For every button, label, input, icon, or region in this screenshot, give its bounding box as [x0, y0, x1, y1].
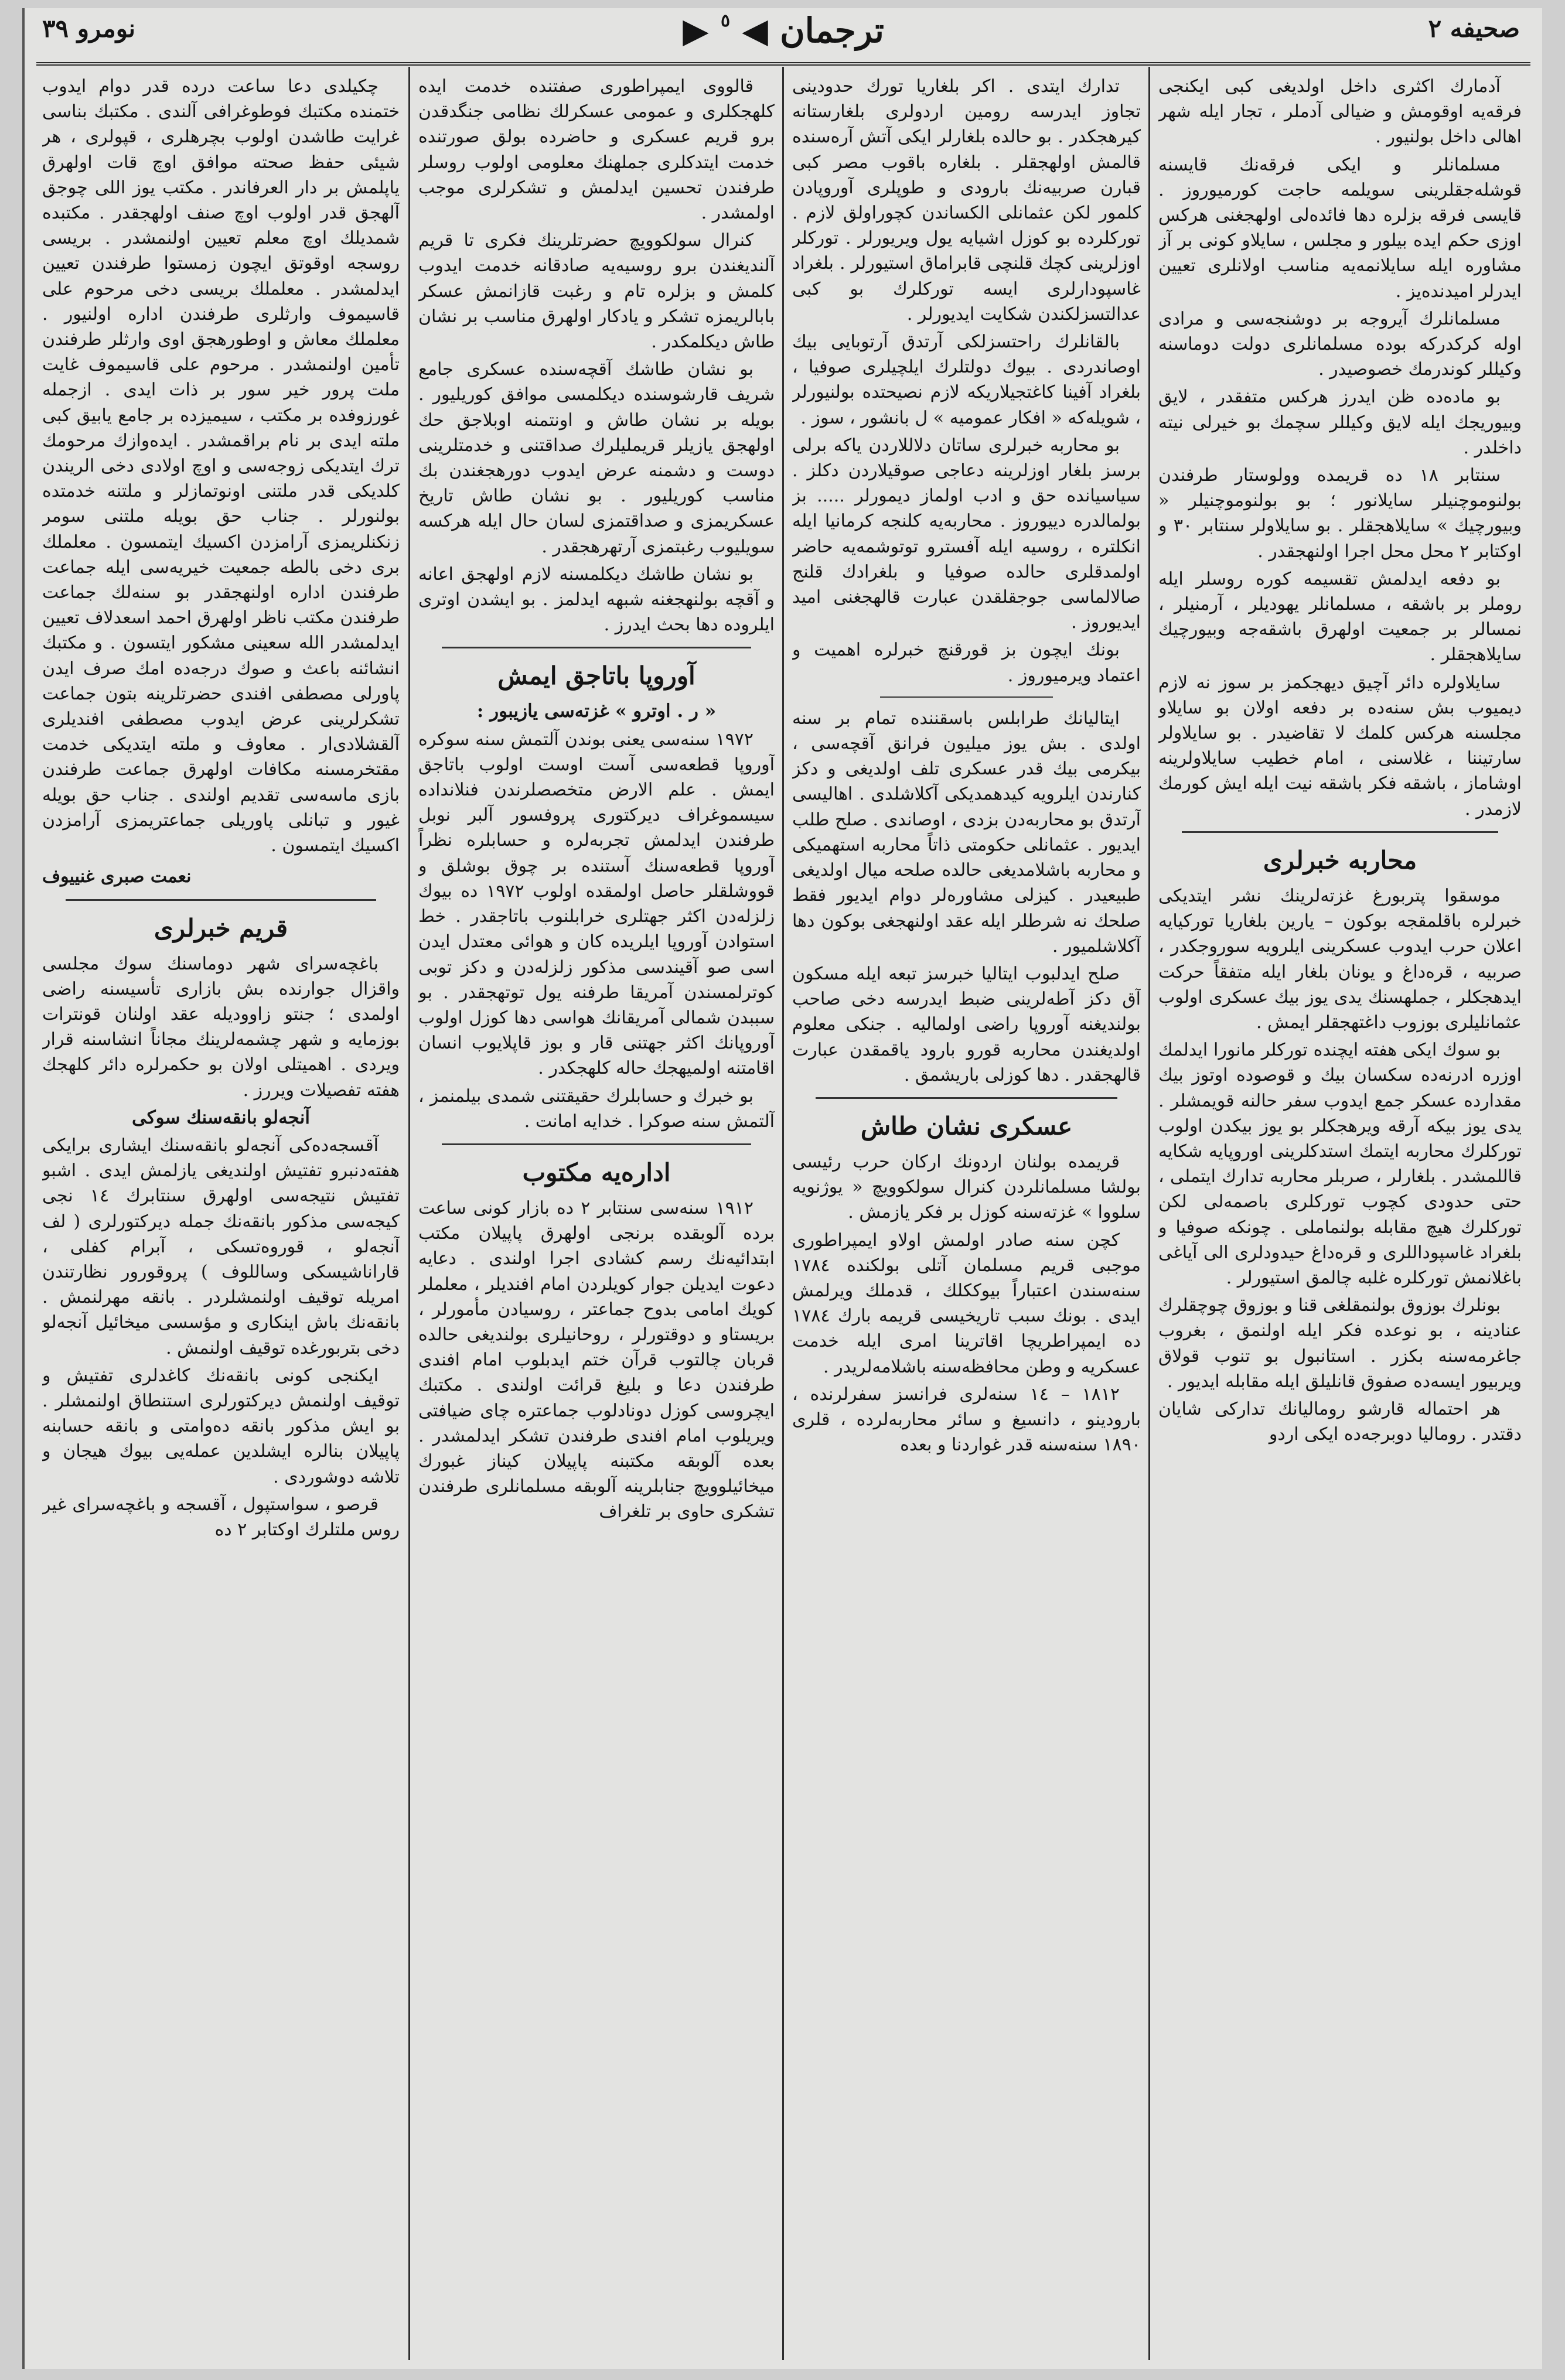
paragraph: بو سوك ايكى هفته ايچنده توركلر مانورا ايدلمك اوزره ادرنه‌ده سكسان بيك و قوصوده اوتوز بيك مقدارده عسكر جمع ايدوب سفر حالنه قويمشلر . يدى يوز بيكه آرقه ويرهجكلر بو يوز بيكدن اولوب توركلرك محاربه ايتمك استدكلرينى اوروپايه شكايه قاللمشدر . بلغارلر ، صربلر محاربه تدارك ايتملى ، حتى حدودى كچوب توركلرى باصمه‌لى لكن توركلرك هيچ مقابله بولنماملى . چونكه صوفيا و بلغراد غاسپوداللرى و قره‌داغ حيدودلرى الى آياغى باغلانمش توركلره غلبه چالمق استيورلر .	[1158, 1040, 1522, 1288]
paragraph: چكيلدى دعا ساعت درده قدر دوام ايدوب ختمنده مكتبك فوطوغرافى آلندى . مكتبك بناسى غرايت طاشدن اولوب بچرهلرى ، قپولرى ، هر شيئى حفظ صحته موافق اوچ قات اولهرق ياپلمش بر دار العرفاندر . مكتب يوز اللى چوجق آلهجق قدر اولوب اوچ صنف اولهجقدر . مكتبده شمديلك اوچ معلم تعيين اولنمشدر . بريسى روسجه اوقوتق ايچون زمستوا طرفندن تعيين ايدلمشدر . معلملك بريسى دخى مرحوم على قاسيموف وارثلرى طرفندن اداره اولنيور . معلملك معاش و اوطورهجق اوى وارثلر طرفندن تأمين اولنمشدر . مرحوم على قاسيموف غايت ملت پرور خير سور بر ذات ايدى . ازجمله غورزوفده بر مكتب ، سيميزده بر جامع يابيق كبى ملته ايدى بر نام براقمشدر . ايده‌وازك مرحومك ترك ايتديكى زوجه‌سى و اوچ اولادى دخى الريندن كلديكى قدر ملتنى اونوتمازلر و ملتنه خدمتده بولنورلر . جناب حق بويله ملتنى سومر زنكنلريمزى آرامزدن اكسيك ايتمسون . معلملك برى دخى بالطه جمعيت خيريه‌سى ايله جماعت طرفندن اداره اولنهجقدر بو سنه‌لك جماعت طرفندن مكتب ناظر اولهرق احمد اسعدلاف تعيين ايدلمشدر الله سعينى مشكور ايتسون . و مكتبك انشائنه باعث و صوك درجه‌ده امك صرف ايدن پاورلى مصطفى افندى حضرتلرينه بتون جماعت تشكرلرينى عرض ايدوب مصطفى افنديلرى آلقشلادى‌ار . معاوف و ملته ايتديكى خدمت مقتخرمسنه مكافات اولهرق جماعت طرفندن بازى ماسه‌سى تقديم اولندى . جناب حق بويله غيور و تبانلى پاوريلى جماعتريمزى آرامزدن اكسيك ايتمسون .	[42, 76, 400, 856]
section-divider	[66, 899, 376, 901]
headline-war-news: محاربه خبرلرى	[1263, 845, 1417, 875]
section-divider	[1182, 831, 1498, 833]
column-1	[1158, 74, 1522, 2355]
paragraph: بالقانلرك راحتسزلكى آرتدق آرتوبايى بيك اوصاندردى . بيوك دولتلرك ايلچيلرى صوفيا ، بلغراد آفينا كاغتجيلاريكه لازم نصيحتده بولنيورلر ، شويله‌كه « افكار عموميه » ل بانشور ، سوز .	[792, 332, 1141, 428]
paragraph: آدمارك اكثرى داخل اولديغى كبى ايكنجى فرقه‌يه اوقومش و ضيالى آدملر ، تجار ايله شهر اهالى داخل بولنيور .	[1158, 76, 1522, 148]
subheadline: « ر . اوترو » غزته‌سى يازيبور :	[476, 701, 717, 722]
left-ornament-icon: ▶	[683, 11, 709, 50]
paragraph: تدارك ايتدى . اكر بلغاريا تورك حدودينى تجاوز ايدرسه رومين اردولرى بلغارستانه كيرهجكدر . بو حالده بلغارلر ايكى آتش آره‌سنده قالمش اولهجقلر . بلغاره باقوب مصر كبى قبارن صربيه‌نك بارودى و طوپلرى آوروپادن كلمور لكن عثمانلى الكساندن كچوراولق لازم . توركلرده بو كوزل اشيايه يول ويريورلر . توركلر اوزلرينى كچك قلنچى قابراماق استيورلر . بلغراد غاسپودارلرى ايسه توركلرك بو كبى عدالتسزلكندن شكايت ايديورلر .	[792, 76, 1141, 325]
headline-crimea-news: قريم خبرلرى	[154, 913, 288, 943]
paragraph: مسلمانلر و ايكى فرقه‌نك قايسنه قوشله‌جقلرينى سويلمه حاجت كورميوروز . قايسى فرقه بزلره دها فائده‌لى اولهجغنى هركس اوزى حكم ايده بيلور و مجلس ، سايلاو كونى بر آز مشاوره ايله سايلانمه‌يه مناسب اولانلرى تعيين ايدرلر اميدنده‌يز .	[1158, 154, 1522, 302]
paragraph: ١٩١٢ سنه‌سى سنتابر ٢ ده بازار كونى ساعت برده آلوبقده برنجى اولهرق پاپيلان مكتب ابتدائيه‌نك رسم كشادى اجرا اولندى . دعايه دعوت ايديلن جوار كويلردن امام افنديلر ، معلملر كويك امامى بدوح جماعتر ، روسيادن مأمورلر ، بريستاو و دوقتورلر ، روحانيلرى بولنديغى حالده قربان چالتوب قرآن ختم ايدبلوب امام افندى طرفندن دعا و بليغ قرائت اولندى . مكتبك ايچروسى كوزل دونادلوب جماعتره چاى ضيافتى ويريلوب امام افندى طرفندن تشكر ايدلمشدر . بعده آلوبقه مكتبنه پاپيلان كيناز غبورك ميخائيلوويچ جنابلرينه آلوبقه مسلمانلرى طرفندن تشكرى حاوى بر تلغراف	[418, 1197, 775, 1522]
masthead	[36, 8, 1530, 66]
issue-number: نومرو ٣٩	[42, 14, 136, 43]
headline-europe-sinking: آوروپا باتاجق ايمش	[497, 661, 695, 691]
paragraph: آقسجه‌ده‌كى آنجه‌لو بانقه‌سنك ايشارى برايكى هفته‌دنبرو تفتيش اولنديغى يازلمش ايدى . اشبو تفتيش نتيجه‌سى اولهرق سنتابرك ١٤ نجى كيجه‌سى مذكور بانقه‌نك جمله ديركتورلرى ( لف آنجه‌لو ، قوروه‌تسكى ، آبرام كفلى ، قاراناشيسكى وساللوف ) پروقورور نظارتندن امريله توقيف اولنمشلردر . بانقه مهرلنمش . بانقه‌نك باش اينكارى و مؤسسى ميخائيل آنجه‌لو دخى بتربورغده توقيف اولنمش .	[42, 1135, 400, 1358]
paragraph: بو محاربه خبرلرى ساتان دلاللاردن ياكه برلى برسز بلغار اوزلرينه دعاجى صوقيلاردن دكلز . سياسيانده حق و ادب اولماز ديمورلر ..... بز بولمالدره دييوروز . محاربه‌يه كلنجه كرمانيا ايله انكلتره ، روسيه ايله آفسترو توتوشمه‌يه حاضر اولمدقلرى حالده صوفيا و بلغرادك قلنج صالالماسى جوجقلقدن عبارت قالهجغنى اميد ايديوروز .	[792, 435, 1141, 633]
page-number: صحيفه ٢	[1428, 14, 1520, 43]
header-mark: ٥	[720, 11, 731, 31]
column-3	[418, 74, 775, 2355]
paragraph: ١٨١٢ – ١٤ سنه‌لرى فرانسز سفرلرنده ، بارودينو ، دانسيغ و سائر محاربه‌لرده ، قلرى ١٨٩٠ سنه‌سنه قدر غواردنا و بعده	[792, 1384, 1141, 1456]
headline-letter-to-editor: اداره‌يه مكتوب	[522, 1157, 671, 1187]
column-2	[792, 74, 1141, 2355]
column-rule	[782, 67, 784, 2360]
subheadline: آنجه‌لو بانقه‌سنك سوكى	[132, 1107, 310, 1128]
paragraph: ايتاليانك طرابلس باسقننده تمام بر سنه اولدى . بش يوز ميليون فرانق آقچه‌سى ، بيكرمى بيك قدر عسكرى تلف اولديغى و دكز كنارندن ايلرويه كيدهمديكى آكلاشلدى . اهاليسى آرتدق بو محاربه‌دن بزدى ، اوصاندى . صلح طلب ايديور . عثمانلى حكومتى ذاتاً محاربه استهميكى و محاربه باشلامديغى حالده صلحه ميال اولديغى طبيعيدر . كيزلى مشاوره‌لر دوام ايديور فقط صلحك نه شرطلر ايله عقد اولنهجغى بوكون دها آكلاشلميور .	[792, 708, 1141, 957]
section-divider	[442, 1143, 751, 1145]
paragraph: ايكنجى كونى بانقه‌نك كاغدلرى تفتيش و توقيف اولنمش ديركتورلرى استنطاق اولنمشلر . بو ايش مذكور بانقه ده‌وامتى و بانقه حسابنه پاپيلان بنالره ايشلدين عمله‌يى بيوك هيجان و تلاشه دوشوردى .	[42, 1365, 400, 1487]
right-ornament-icon: ◀	[742, 11, 768, 50]
paragraph: قريمده بولنان اردونك اركان حرب رئيسى بولشا مسلمانلردن كنرال سولكوويچ « يوژنويه سلووا » غزته‌سنه كوزل بر فكر يازمش .	[792, 1151, 1141, 1223]
paragraph: بو خبرك و حسابلرك حقيقتنى شمدى بيلمنمز ، آلتمش سنه صوكرا . خدايه امانت .	[418, 1085, 775, 1132]
column-rule	[408, 67, 410, 2360]
paragraph: بونلرك بوزوق بولنمقلغى قنا و بوزوق چوچقلرك عنادينه ، بو نوعده فكر ايله اولنمق ، بغروب جاغرمه‌سنه بكزر . استانبول بو تنوب قولاق ويربيور ايسه‌ده صفوق قانليلق ايله مقابله ايديور .	[1158, 1295, 1522, 1392]
paragraph: مسلمانلرك آيروجه بر دوشنجه‌سى و مرادى اوله كركدركه بوده مسلمانلرى دولت دوماسنه وكيللر كوندرمك خصوصيدر .	[1158, 308, 1522, 380]
newspaper-page	[22, 8, 1542, 2369]
paragraph: بو نشان طاشك ديكلمسنه لازم اولهجق اعانه و آقچه بولنهجغنه شبهه ايدلمز . بو ايشدن اوترى ايلروده دها بحث ايدرز .	[418, 564, 775, 636]
paragraph: كچن سنه صادر اولمش اولاو ايمپراطورى موجبى قريم مسلمان آتلى بولكنده ١٧٨٤ سنه‌سندن اعتباراً بيوككلك ، قدملك ويرلمش ايدى . بونك سبب تاريخيسى قريمه بارك ١٧٨٤ ده ايمپراطريچا اقاترينا امرى ايله خدمت عسكريه و وطن محافظه‌سنه باشلامه‌لريدر .	[792, 1230, 1141, 1377]
paragraph: سنتابر ١٨ ده قريمده وولوستار طرفندن بولنوموچنيلر سايلانور ؛ بو بولنوموچنيلر « وبيورچيك » سايلاهجقلر . بو سايلاولر سنتابر ٣٠ و اوكتابر ٢ محل محل اجرا اولنهجقدر .	[1158, 465, 1522, 562]
author-signature: نعمت صبرى غنييوف	[42, 866, 192, 887]
paragraph: قالووى ايمپراطورى صفتنده خدمت ايده كلهجكلرى و عمومى عسكرلك نظامى جنگدقدن برو قريم عسكرى و حاضرده بولق صورتنده خدمت ايتدكلرى جملهنك معلومى اولوب روسلر طرفندن تحسين ايدلمش و تشكرلرى موجب اولمشدر .	[418, 76, 775, 224]
section-divider	[816, 1097, 1117, 1099]
paragraph: بو ماده‌ده ظن ايدرز هركس متفقدر ، لايق وبيوريجك ايله لايق وكيللر سچمك بو خيرلى نيته داخلدر .	[1158, 387, 1522, 458]
paragraph: باغچه‌سراى شهر دوماسنك سوك مجلسى واقزال جوارنده بش بازارى تأسيسنه راضى اولمدى ؛ جنتو زاووديله عقد اولنان قونترات بوزمايه و شهر چشمه‌لرينك مجاناً انشاسنه قرار ويردى . اهميتلى اولان بو حكمرلره دائر كلهجك هفته تفصيلات ويررز .	[42, 953, 400, 1101]
paragraph: بو نشان طاشك آقچه‌سنده عسكرى جامع شريف قارشوسنده ديكلمسى موافق كوريليور . بويله بر نشان طاش و اونتمنه اوبلاجق حك اولهجق يازيلر قريمليلرك صداقتنى و خدمتلرينى دوست و دشمنه عرض ايدوب دورهجغندن بك مناسب كوريليور . بو نشان طاش تاريخ عسكريمزى و صداقتمزى لسان حال ايله هركسه سويليوب رغبتمزى آرتهرهجقدر .	[418, 359, 775, 557]
paragraph: بونك ايچون بز قورقنچ خبرلره اهميت و اعتماد ويرميوروز .	[792, 640, 1141, 686]
title-text: ترجمان	[780, 11, 884, 50]
paragraph: ١٩٧٢ سنه‌سى يعنى بوندن آلتمش سنه سوكره آوروپا قطعه‌سى آست اوست اولوب باتاجق ايمش . علم الارض متخصصلرندن فنلانداده سيسموغراف ديركتورى پروفسور آلبر نوبل طرفندن ايدلمش تجربه‌لره و حسابلره نظراً آوروپا قطعه‌سنك آستنده بر چوق بوشلق و قووشلقلر حاصل اولمقده اولوب ١٩٧٢ ده بيوك زلزله‌دن اكثر جهتلرى خرابلنوب باتاجقدر . خط استوادن آوروپا ايلريده كان و هوائى معتدل ايدن اسى صو آقيندسى مذكور زلزله‌دن و دكز توبى كوترلمسندن آمريقا طرفنه يول توتهجقدر . بو سببدن شمالى آمريقانك هواسى دها كوزل اولوب آوروپانك اكثر جهتنى قار و بوز قاپلايوب انسان اقامتنه اولميهجك حاله كلهجكدر .	[418, 729, 775, 1079]
paragraph: سايلاولره دائر آچيق ديهجكمز بر سوز نه لازم ديميوب بش سنه‌ده بر دفعه اولان بو سايلاو مجلسنه هركس كلمك لا تقاضيدر . بو سايلاولر سارتيننا ، غلاسنى ، امام خطيب سايلاولرينه اوشاماز ، باشقه فكر باشقه نيت ايله ايش كورمك لازمدر .	[1158, 672, 1522, 819]
paragraph: موسقوا پتربورغ غزته‌لرينك نشر ايتديكى خبرلره باقلمقجه بوكون – يارين بلغاريا توركيايه اعلان حرب ايدوب عسكرينى ايلرويه سوروجكدر ، صربيه ، قره‌داغ و يونان بلغار ايله متفقاً حركت ايدهجكلر ، جملهسنك يدى يوز بيك عسكرى اولوب عثمانليلرى بوزوب داغتهجقلر ايمش .	[1158, 885, 1522, 1033]
paragraph: بو دفعه ايدلمش تقسيمه كوره روسلر ايله روملر بر باشقه ، مسلمانلر يهوديلر ، آرمنيلر ، نمسالر بر جمعيت اولهرق باشقه‌جه وبيورچيك سايلاهجقلر .	[1158, 568, 1522, 665]
section-divider	[442, 647, 751, 648]
headline-military-monument: عسكرى نشان طاش	[860, 1111, 1073, 1141]
paragraph: صلح ايدلبوب ايتاليا خبرسز تبعه ايله مسكون آق دكز آطه‌لرينى ضبط ايدرسه دخى صاحب بولنديغنه آوروپا راضى اولماليه . جنكى معلوم اولديغندن محاربه قورو بارود ياقمقدن عبارت قالهجقدر . دها كوزلى باريشمق .	[792, 963, 1141, 1085]
newspaper-title	[652, 11, 915, 50]
paragraph: هر احتماله قارشو روماليانك تداركى شايان دقتدر . روماليا دوبرجه‌ده ايكى اردو	[1158, 1398, 1522, 1445]
paragraph: كنرال سولكوويچ حضرتلرينك فكرى تا قريم آلنديغندن برو روسيه‌يه صادقانه خدمت ايدوب كلمش و بزلره تام و رغبت قازانمش عسكر بابالريمزه تشكر و يادكار اولهرق مناسب بر نشان طاش ديكلمكدر .	[418, 230, 775, 353]
column-4	[42, 74, 400, 2355]
column-rule	[1148, 67, 1150, 2360]
section-divider	[880, 696, 1053, 698]
paragraph: قرصو ، سواستپول ، آقسجه و باغچه‌سراى غير روس ملتلرك اوكتابر ٢ ده	[42, 1494, 400, 1540]
